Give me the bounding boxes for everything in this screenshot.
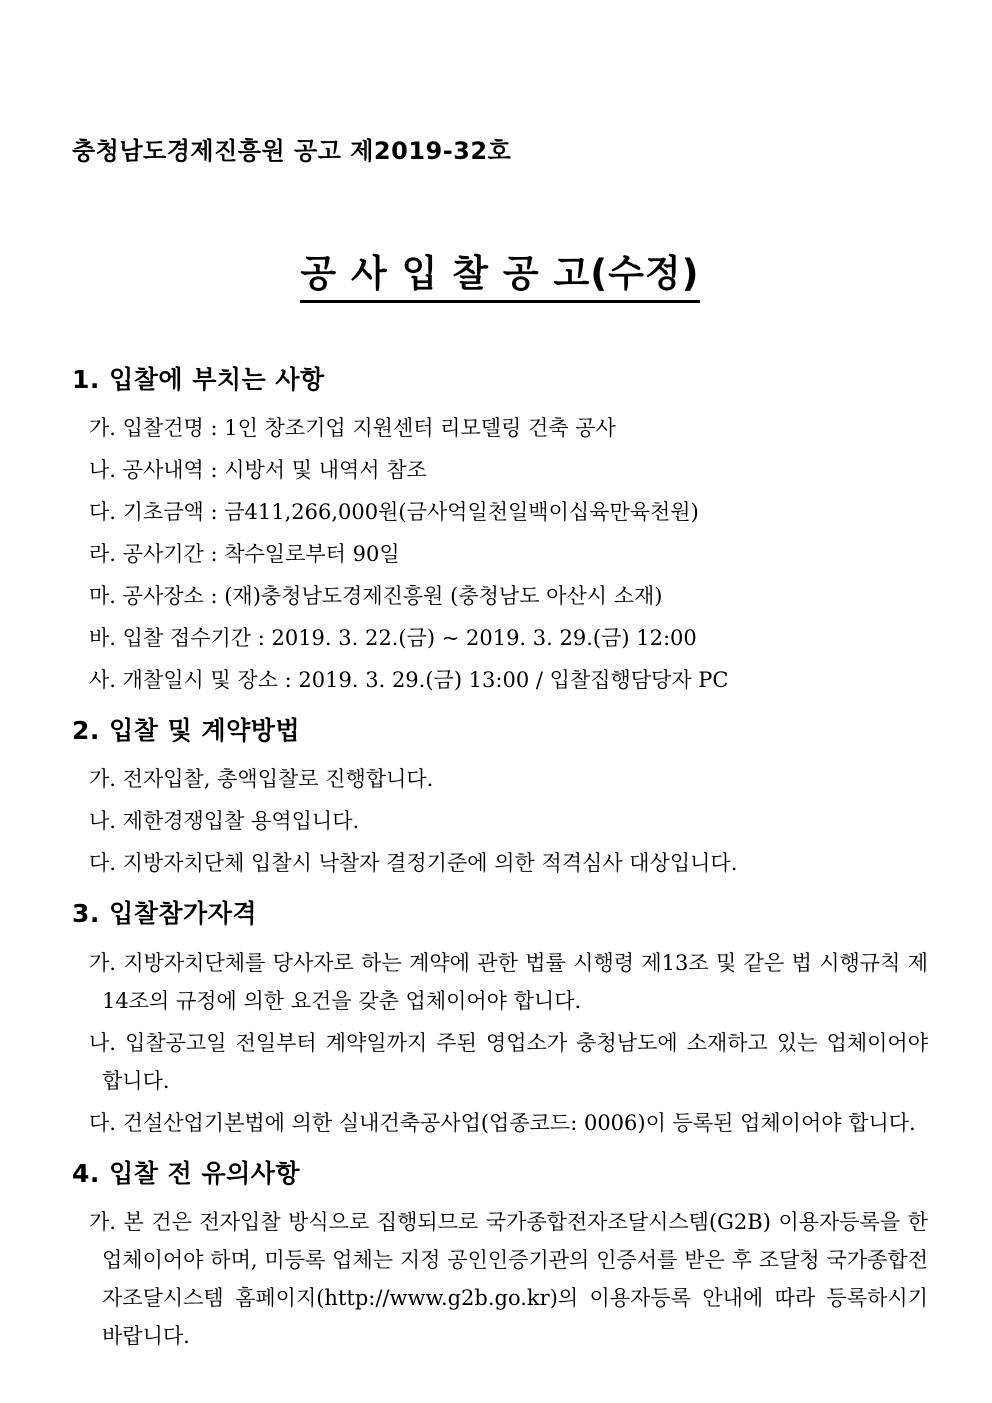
list-item: [89, 409, 928, 447]
section-pre-bid-notes: [72, 1158, 928, 1355]
item-text: 공사기간 : 착수일로부터 90일: [122, 542, 400, 567]
list-item: [89, 577, 928, 615]
list-item: [89, 760, 928, 798]
item-list: [72, 760, 928, 882]
item-list: [72, 409, 928, 699]
item-text: 건설산업기본법에 의한 실내건축공사업(업종코드: 0006)이 등록된 업체이어야 합니다.: [122, 1110, 916, 1135]
item-list: [72, 944, 928, 1142]
item-marker: 가.: [89, 416, 116, 441]
item-text: 입찰공고일 전일부터 계약일까지 주된 영업소가 충청남도에 소재하고 있는 업체이어야 합니다.: [102, 1030, 928, 1093]
list-item: [89, 802, 928, 840]
section-bid-matters: [72, 364, 928, 699]
item-text: 공사장소 : (재)충청남도경제진흥원 (충청남도 아산시 소재): [122, 584, 663, 609]
item-text: 본 건은 전자입찰 방식으로 집행되므로 국가종합전자조달시스템(G2B) 이용자등록을 한 업체이어야 하며, 미등록 업체는 지정 공인인증기관의 인증서를 받은 후 조달청 국가종합전자조달시스템 홈페이지(http://www.g2b.go.kr)의 이용자등록 안내에 따라 등록하시기 바랍니다.: [102, 1209, 928, 1348]
item-list: [72, 1203, 928, 1355]
item-text: 개찰일시 및 장소 : 2019. 3. 29.(금) 13:00 / 입찰집행담당자 PC: [122, 668, 729, 693]
list-item: [89, 844, 928, 882]
section-heading: 3. 입찰참가자격: [72, 899, 257, 929]
list-item: [89, 661, 928, 699]
item-text: 입찰 접수기간 : 2019. 3. 22.(금) ~ 2019. 3. 29.(금) 12:00: [122, 626, 697, 651]
item-marker: 다.: [89, 1110, 116, 1135]
item-text: 공사내역 : 시방서 및 내역서 참조: [122, 458, 427, 483]
section-heading: 1. 입찰에 부치는 사항: [72, 364, 325, 394]
title-wrap: [72, 226, 928, 328]
section-heading: 2. 입찰 및 계약방법: [72, 716, 301, 746]
list-item: [89, 1203, 928, 1355]
item-text: 전자입찰, 총액입찰로 진행합니다.: [122, 767, 434, 792]
item-marker: 마.: [89, 584, 116, 609]
section-bid-eligibility: [72, 898, 928, 1141]
item-marker: 가.: [89, 767, 116, 792]
list-item: [89, 944, 928, 1020]
list-item: [89, 535, 928, 573]
item-marker: 라.: [89, 542, 116, 567]
item-marker: 나.: [89, 458, 116, 483]
item-text: 입찰건명 : 1인 창조기업 지원센터 리모델링 건축 공사: [122, 416, 616, 441]
list-item: [89, 493, 928, 531]
item-text: 지방자치단체를 당사자로 하는 계약에 관한 법률 시행령 제13조 및 같은 법 시행규칙 제14조의 규정에 의한 요건을 갖춘 업체이어야 합니다.: [102, 950, 928, 1013]
item-marker: 다.: [89, 851, 116, 876]
section-heading: 4. 입찰 전 유의사항: [72, 1158, 301, 1188]
item-marker: 다.: [89, 500, 116, 525]
item-marker: 나.: [89, 809, 116, 834]
list-item: [89, 1024, 928, 1100]
list-item: [89, 1104, 928, 1142]
section-bid-contract-method: [72, 715, 928, 882]
item-marker: 사.: [89, 668, 116, 693]
item-text: 제한경쟁입찰 용역입니다.: [122, 809, 360, 834]
item-marker: 가.: [89, 950, 116, 975]
item-text: 기초금액 : 금411,266,000원(금사억일천일백이십육만육천원): [122, 500, 699, 525]
page-title: 공 사 입 찰 공 고(수정): [300, 251, 699, 303]
doc-number: 충청남도경제진흥원 공고 제2019-32호: [72, 137, 512, 165]
list-item: [89, 451, 928, 489]
item-marker: 나.: [89, 1030, 116, 1055]
item-marker: 가.: [89, 1209, 116, 1234]
list-item: [89, 619, 928, 657]
item-text: 지방자치단체 입찰시 낙찰자 결정기준에 의한 적격심사 대상입니다.: [122, 851, 738, 876]
item-marker: 바.: [89, 626, 116, 651]
